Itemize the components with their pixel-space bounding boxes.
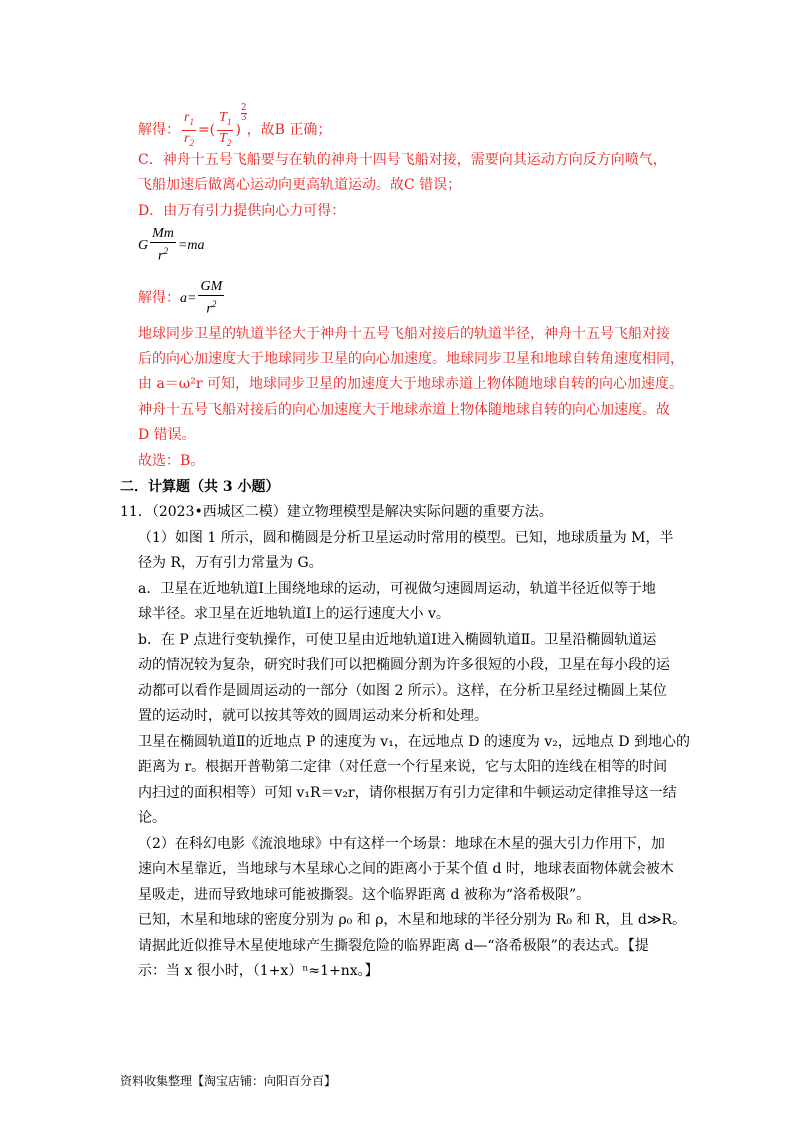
question-11-line-16: 星吸走，进而导致地球可能被撕裂。这个临界距离 d 被称为“洛希极限”。: [138, 887, 591, 903]
mm-numerator: Mm: [152, 226, 174, 242]
solution-d-para-2: 后的向心加速度大于地球同步卫星的向心加速度。地球同步卫星和地球自转角速度相同，: [138, 351, 684, 367]
section-heading: 二．计算题（共 3 小题）: [120, 479, 280, 495]
gravity-equation: [138, 226, 204, 266]
solution-d-para-5: D 错误。: [138, 427, 196, 443]
question-11-title: 11．（2023•西城区二模）建立物理模型是解决实际问题的重要方法。: [120, 504, 553, 520]
question-11-line-5: 球半径。求卫星在近地轨道Ⅰ上的运行速度大小 v。: [138, 606, 450, 622]
question-11-line-15: 速向木星靠近，当地球与木星球心之间的距离小于某个值 d 时，地球表面物体就会被木: [138, 861, 674, 877]
solution-d-para-4: 神舟十五号飞船对接后的向心加速度大于地球赤道上物体随地球自转的向心加速度。故: [138, 402, 670, 418]
r-denominator-2: r: [206, 302, 212, 318]
solution-c-line-1: C．神舟十五号飞船要与在轨的神舟十四号飞船对接，需要向其运动方向反方向喷气，: [138, 152, 667, 168]
answer-line: 故选：B。: [138, 453, 205, 469]
solution-label: 解得：: [138, 290, 180, 306]
gm-numerator: GM: [200, 279, 223, 295]
r2-symbol: r: [184, 130, 190, 146]
question-11-line-9: 置的运动时，就可以按其等效的圆周运动来分析和处理。: [138, 708, 488, 724]
t2-symbol: T: [219, 130, 227, 146]
r-denominator: r: [158, 249, 164, 265]
r1-symbol: r: [184, 109, 190, 125]
r-ratio-fraction: $\frac{r_1}{r_2}$: [184, 109, 194, 148]
t1-symbol: T: [219, 109, 227, 125]
question-11-line-13: 论。: [138, 810, 166, 826]
exponent-denominator: 3: [240, 113, 247, 123]
gm-over-r2-fraction: $\frac{GM}{r^2}$: [200, 279, 223, 318]
solution-c-line-2: 飞船加速后做离心运动向更高轨道运动。故C 错误；: [138, 177, 462, 193]
g-symbol: G: [138, 238, 149, 253]
acceleration-equation: 解得：a= $\frac{GM}{r^2}$: [138, 279, 223, 318]
question-11-line-18: 请据此近似推导木星使地球产生撕裂危险的临界距离 d—“洛希极限”的表达式。【提: [138, 938, 649, 954]
t-ratio-fraction: $\frac{T_1}{T_2}$: [219, 109, 232, 148]
footer-text: 资料收集整理【淘宝店铺：向阳百分百】: [120, 1074, 337, 1088]
solution-d-para-3: 由 a＝ω²r 可知，地球同步卫星的加速度大于地球赤道上物体随地球自转的向心加速度。: [138, 376, 683, 392]
solution-b-line: 解得： $\frac{r_1}{r_2}$ =( $\frac{T_1}{T_2}$ ) $\frac{2}{3}$ ，故B 正确；: [138, 104, 331, 150]
exponent-numerator: 2: [240, 103, 247, 113]
mm-over-r2-fraction: $\frac{Mm}{r^2}$: [152, 226, 174, 265]
solution-b-label: 解得：: [138, 122, 180, 138]
solution-d-line-1: D．由万有引力提供向心力可得：: [138, 203, 346, 219]
solution-b-conclusion: ，故B 正确；: [246, 122, 332, 138]
question-11-line-19: 示：当 x 很小时，（1+x）ⁿ≈1+nx。】: [138, 963, 379, 979]
question-11-line-14: （2）在科幻电影《流浪地球》中有这样一个场景：地球在木星的强大引力作用下，加: [138, 836, 665, 852]
question-11-line-3: 径为 R，万有引力常量为 G。: [138, 555, 323, 571]
question-11-line-12: 内扫过的面积相等）可知 v₁R＝v₂r，请你根据万有引力定律和牛顿运动定律推导这一结: [138, 785, 677, 801]
question-11-line-8: 动都可以看作是圆周运动的一部分（如图 2 所示）。这样，在分析卫星经过椭圆上某位: [138, 683, 667, 699]
question-11-line-2: （1）如图 1 所示，圆和椭圆是分析卫星运动时常用的模型。已知，地球质量为 M，半: [138, 530, 674, 546]
question-11-line-4: a．卫星在近地轨道Ⅰ上围绕地球的运动，可视做匀速圆周运动，轨道半径近似等于地: [138, 581, 656, 597]
equation-rhs: =ma: [177, 238, 205, 253]
question-11-line-11: 距离为 r。根据开普勒第二定律（对任意一个行星来说，它与太阳的连线在相等的时间: [138, 759, 668, 775]
exponent-fraction: [241, 104, 247, 123]
question-11-line-17: 已知，木星和地球的密度分别为 ρ₀ 和 ρ，木星和地球的半径分别为 R₀ 和 R，且 d≫R。: [138, 912, 687, 928]
question-11-line-6: b．在 P 点进行变轨操作，可使卫星由近地轨道Ⅰ进入椭圆轨道Ⅱ。卫星沿椭圆轨道运: [138, 632, 657, 648]
solution-d-para-1: 地球同步卫星的轨道半径大于神舟十五号飞船对接后的轨道半径，神舟十五号飞船对接: [138, 326, 670, 342]
question-11-line-10: 卫星在椭圆轨道Ⅱ的近地点 P 的速度为 v₁，在远地点 D 的速度为 v₂，远地点 D 到地心的: [138, 734, 691, 750]
a-symbol: a: [180, 291, 187, 306]
question-11-line-7: 动的情况较为复杂，研究时我们可以把椭圆分割为许多很短的小段，卫星在每小段的运: [138, 657, 670, 673]
